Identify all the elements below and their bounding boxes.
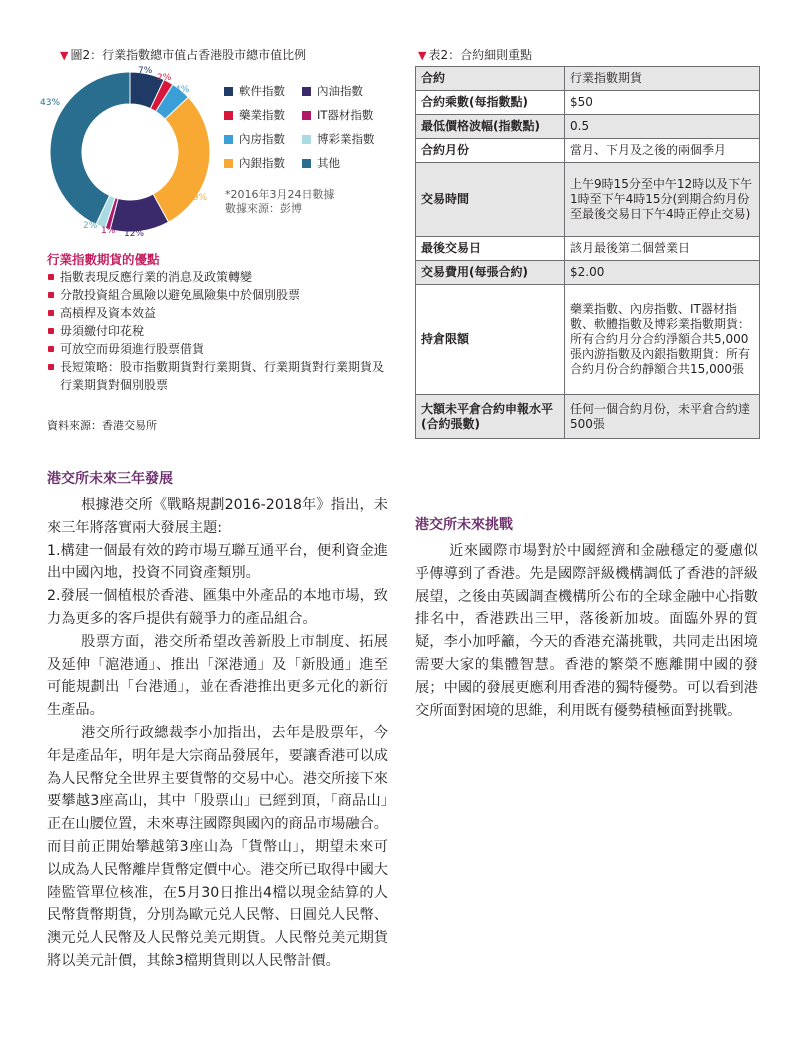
section2-body (415, 540, 758, 722)
table-row: 合約 行業指數期貨 (416, 67, 760, 91)
table-row: 持倉限額 藥業指數、內房指數、IT器材指數、軟體指數及博彩業指數期貨：所有合約月分合約淨額合共5,000張內游指數及內銀指數期貨：所有合約月份合約靜額合共15,000張 (416, 285, 760, 395)
list-item: 指數表現反應行業的消息及政策轉變 (47, 268, 387, 286)
table-row: 合約月份 當月、下月及之後的兩個季月 (416, 139, 760, 163)
paragraph: 根據港交所《戰略規劃2016-2018年》指出，未來三年將落實兩大發展主題: (47, 497, 388, 536)
paragraph: 1.構建一個最有效的跨市場互聯互通平台，便利資金進出中國內地，投資不同資產類別。 (47, 542, 388, 582)
triangle-icon: ▼ (418, 49, 427, 62)
list-item: 可放空而毋須進行股票借貨 (47, 340, 387, 358)
paragraph: 港交所行政總裁李小加指出，去年是股票年，今年是產品年，明年是大宗商品發展年，要讓香港可以成為人民幣兌全世界主要貨幣的交易中心。港交所接下來要攀越3座高山，其中「股票山」已經到頂，「商品山」正在山腰位置，未來專注國際與國內的商品市場融合。而目前正開始攀越第3座山為「貨幣山」，期望未來可以成為人民幣離岸貨幣定價中心。港交所已取得中國大陸監管單位核准，在5月30日推出4檔以現金結算的人民幣貨幣期貨，分別為歐元兑人民幣、日圓兑人民幣、澳元兑人民幣及人民幣兑美元期貨。人民幣兑美元期貨將以美元計價，其餘3檔期貨則以人民幣計價。 (47, 724, 388, 969)
section1-title: 港交所未來三年發展 (47, 471, 173, 487)
pct-label-gaming: 2% (83, 221, 98, 231)
contract-spec-table (415, 66, 760, 439)
table-row: 最低價格波幅(指數點) 0.5 (416, 115, 760, 139)
paragraph: 近來國際市場對於中國經濟和金融穩定的憂慮似乎傳導到了香港。先是國際評級機構調低了香港的評級展望，之後由英國調查機構所公布的全球金融中心指數排名中，香港跌出三甲，落後新加坡。面臨外界的質疑，李小加呼籲，今天的香港充滿挑戰，共同走出困境需要大家的集體智慧。香港的繁榮不應離開中國的發展；中國的發展更應利用香港的獨特優勢。可以看到港交所面對困境的思維，利用既有優勢積極面對挑戰。 (415, 543, 758, 719)
chart-note-date: *2016年3月24日數據 (225, 188, 335, 201)
legend-item: 內油指數 (302, 82, 363, 100)
advantages-source: 資料來源：香港交易所 (47, 419, 157, 432)
paragraph: 2.發展一個植根於香港、匯集中外產品的本地市場，致力為更多的客戶提供有競爭力的產品組合。 (47, 588, 388, 627)
pct-label-software: 7% (138, 66, 153, 76)
legend-item: 藥業指數 (224, 106, 285, 124)
list-item: 毋須繳付印花稅 (47, 322, 387, 340)
triangle-icon: ▼ (60, 49, 69, 62)
pct-label-others: 43% (40, 98, 61, 108)
legend-item: 內房指數 (224, 130, 285, 148)
table2-title: ▼ 表2：合約細則重點 (418, 48, 533, 62)
pct-label-property: 4% (175, 85, 190, 95)
legend-item: 內銀指數 (224, 154, 285, 172)
legend-item: IT器材指數 (302, 106, 373, 124)
chart-note-source: 數據來源：彭博 (225, 202, 302, 215)
table-row: 大額未平倉合約申報水平(合約張數) 任何一個合約月份，未平倉合約達500張 (416, 395, 760, 439)
advantages-list (47, 268, 387, 394)
list-item: 分散投資組合風險以避免風險集中於個別股票 (47, 286, 387, 304)
list-item: 長短策略：股市指數期貨對行業期貨、行業期貨對行業期貨及行業期貨對個別股票 (47, 358, 387, 394)
table-row: 交易費用(每張合約) $2.00 (416, 261, 760, 285)
figure2-title: ▼ 圖2：行業指數總市值占香港股市總市值比例 (60, 48, 307, 62)
table-row: 交易時間 上午9時15分至中午12時以及下午1時至下午4時15分(到期合約月份至最後交易日下午4時正停止交易) (416, 163, 760, 237)
legend-item: 其他 (302, 154, 340, 172)
pct-label-pharma: 2% (157, 73, 172, 83)
donut-chart (40, 62, 220, 242)
list-item: 高槓桿及資本效益 (47, 304, 387, 322)
advantages-title: 行業指數期貨的優點 (47, 252, 160, 267)
pct-label-banks: 29% (187, 193, 208, 203)
table-row: 合約乘數(每指數點) $50 (416, 91, 760, 115)
legend-item: 博彩業指數 (302, 130, 375, 148)
pct-label-it: 1% (101, 226, 116, 236)
section1-body (47, 494, 388, 973)
chart-note (225, 188, 335, 216)
table-row: 最後交易日 該月最後第二個營業日 (416, 237, 760, 261)
section2-title: 港交所未來挑戰 (415, 517, 513, 533)
paragraph: 股票方面，港交所希望改善新股上市制度、拓展及延伸「滬港通」、推出「深港通」及「新股通」進至可能規劃出「台港通」，並在香港推出更多元化的新衍生產品。 (47, 633, 388, 719)
pct-label-oil: 12% (124, 229, 145, 239)
legend-item: 軟件指數 (224, 82, 285, 100)
